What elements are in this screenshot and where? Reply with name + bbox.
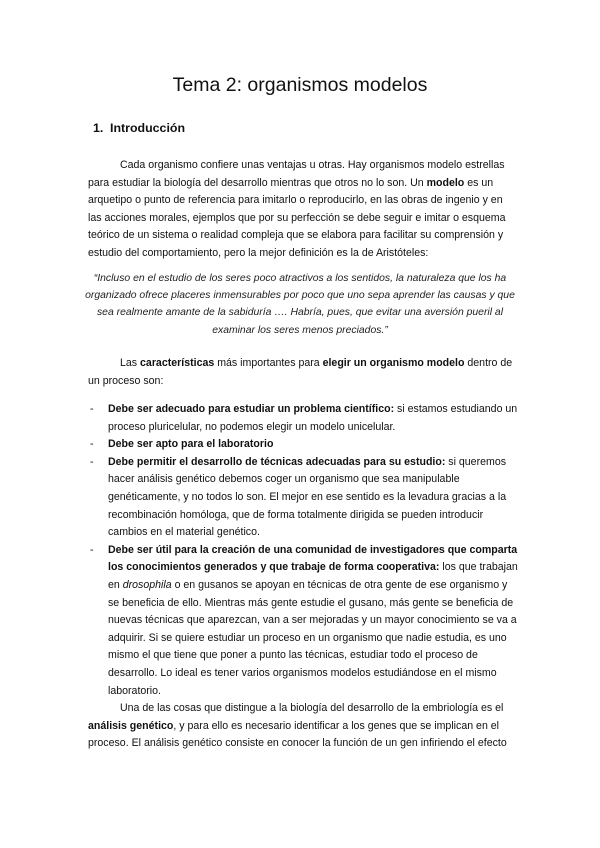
char-bold-2: elegir un organismo modelo bbox=[322, 357, 465, 369]
genetic-paragraph bbox=[88, 700, 513, 753]
intro-text-1: Cada organismo confiere unas ventajas u otras. Hay organismos modelo estrellas para estudiar la biología del desarrollo mientras que otros no lo son. Un bbox=[88, 159, 505, 189]
page-title: Tema 2: organismos modelos bbox=[172, 74, 428, 96]
list-item bbox=[88, 436, 518, 454]
list-item-bold: Debe ser útil para la creación de una comunidad de investigadores que comparta los conocimientos generados y que trabaje de forma cooperativa: bbox=[108, 543, 518, 574]
char-text-1: Las bbox=[120, 357, 141, 369]
list-item-bold: Debe ser apto para el laboratorio bbox=[108, 438, 274, 451]
genetic-text-1: Una de las cosas que distingue a la biología del desarrollo de la embriología es el bbox=[120, 702, 504, 714]
list-item bbox=[88, 542, 518, 700]
char-bold-1: características bbox=[140, 357, 215, 369]
intro-bold-modelo: modelo bbox=[426, 176, 465, 189]
list-item-text: si queremos hacer análisis genético debemos coger un organismo que sea manipulable genéticamente, y no todos lo son. El mejor en ese sentido es la levadura gracias a la recombinación homóloga, que de forma totalmente dirigida se pueden introducir cambios en el material genético. bbox=[108, 455, 507, 539]
list-item-bold: Debe ser adecuado para estudiar un problema científico: bbox=[108, 403, 395, 415]
genetic-text-2: , y para ello es necesario identificar a los genes que se implican en el proceso. El análisis genético consiste en conocer la función de un gen infiriendo el efecto bbox=[88, 719, 507, 750]
list-item bbox=[88, 454, 518, 542]
genetic-bold: análisis genético bbox=[88, 719, 174, 732]
intro-paragraph bbox=[88, 157, 513, 263]
list-item-text: los que trabajan en bbox=[108, 561, 518, 591]
list-item-bold: Debe permitir el desarrollo de técnicas adecuadas para su estudio: bbox=[108, 455, 446, 468]
intro-text-2: es un arquetipo o punto de referencia para imitarlo o reproducirlo, en las obras de ingenio y en las acciones morales, ejemplos que por su perfección se debe seguir e imitar o esquema teórico de un sistema o realidad compleja que se elabora para facilitar su comprensión y estudio del comportamiento, pero la mejor definición es la de Aristóteles: bbox=[88, 176, 506, 259]
list-dash: - bbox=[90, 543, 94, 556]
section-heading bbox=[93, 121, 185, 135]
characteristics-paragraph bbox=[88, 355, 513, 390]
list-item-italic: drosophila bbox=[122, 578, 172, 591]
char-text-3: dentro de un proceso son: bbox=[88, 357, 513, 387]
aristotle-quote: “Incluso en el estudio de los seres poco atractivos a los sentidos, la naturaleza que los ha organizado ofrece placeres inmensurables por poco que uno sepa aprender las causas y que sea realmente amante de la sabiduría …. Habría, pues, que evitar una aversión pueril al examinar los seres menos preciados.” bbox=[85, 273, 515, 336]
list-dash: - bbox=[90, 438, 94, 451]
list-item bbox=[88, 401, 518, 436]
characteristics-list bbox=[88, 401, 518, 700]
section-number: 1. bbox=[93, 121, 104, 135]
char-text-2: más importantes para bbox=[214, 357, 323, 369]
section-title: Introducción bbox=[110, 121, 186, 135]
list-item-text: si estamos estudiando un proceso pluricelular, no podemos elegir un modelo unicelular. bbox=[108, 403, 518, 433]
list-dash: - bbox=[90, 403, 94, 415]
list-item-text: o en gusanos se apoyan en técnicas de otra gente de ese organismo y se beneficia de ello. Mientras más gente estudie el gusano, más gente se beneficia de nuevas técnicas que aparezcan, van a ser mejoradas y un mayor conocimiento se va a adquirir. Si se quiere estudiar un proceso en un organismo que nadie estudia, es uno mismo el que tiene que poner a punto las técnicas, estudiar todo el proceso de desarrollo. Lo ideal es tener varios organismos modelos estudiándose en el mismo laboratorio. bbox=[108, 578, 517, 697]
list-dash: - bbox=[90, 455, 94, 468]
